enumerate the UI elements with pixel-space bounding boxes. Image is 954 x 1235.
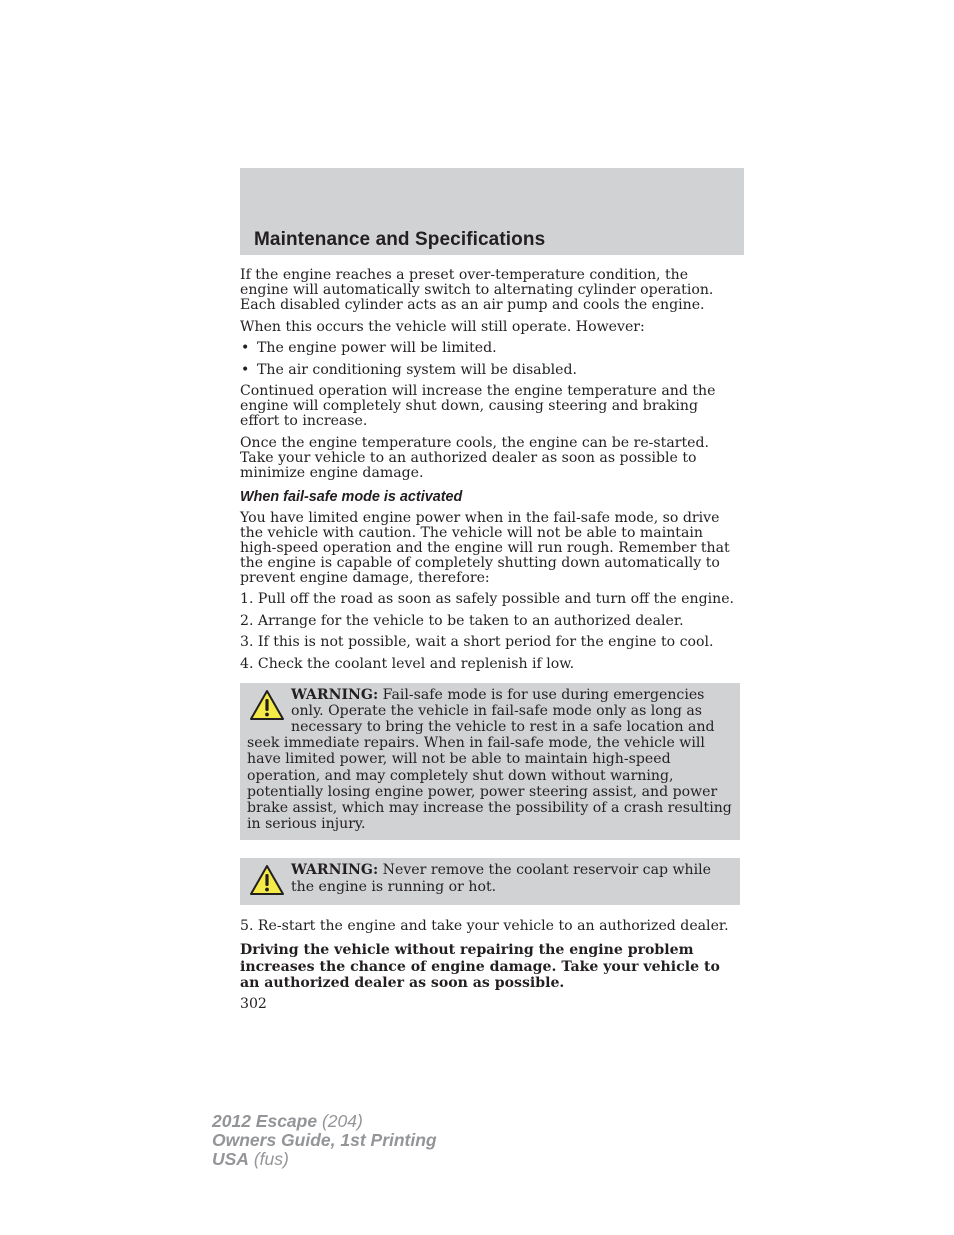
page-body: [240, 268, 740, 1019]
continued-operation-paragraph: Continued operation will increase the engine temperature and the engine will completely shut down, causing steering and braking effort to increase.: [240, 383, 716, 429]
bullet-dot: •: [241, 361, 250, 378]
bullet-text: The engine power will be limited.: [257, 340, 497, 356]
when-occurs-paragraph: When this occurs the vehicle will still operate. However:: [240, 318, 645, 335]
section-header-band: [240, 168, 744, 255]
footer-market: USA: [212, 1149, 249, 1169]
engine-cools-paragraph: Once the engine temperature cools, the engine can be re-started. Take your vehicle to an authorized dealer as soon as possible to minimize engine damage.: [240, 434, 709, 481]
warning-label: WARNING:: [291, 862, 379, 879]
footer-model: 2012 Escape: [212, 1111, 318, 1131]
step-item: 2. Arrange for the vehicle to be taken to an authorized dealer.: [240, 612, 684, 629]
bullet-text: The air conditioning system will be disabled.: [257, 361, 577, 378]
bold-note: Driving the vehicle without repairing the engine problem increases the chance of engine damage. Take your vehicle to an authorized dealer as soon as possible.: [240, 942, 720, 991]
footer-market-code: (fus): [253, 1149, 289, 1169]
warning-text: Never remove the coolant reservoir cap while the engine is running or hot.: [291, 862, 711, 895]
step-item: 5. Re-start the engine and take your vehicle to an authorized dealer.: [240, 918, 729, 935]
step-item: 3. If this is not possible, wait a short period for the engine to cool.: [240, 634, 714, 650]
step-item: 4. Check the coolant level and replenish if low.: [240, 655, 575, 672]
footer-guide: Owners Guide, 1st Printing: [212, 1130, 437, 1150]
page-number: 302: [240, 996, 267, 1013]
warning-triangle-icon: [249, 689, 285, 721]
footer-line-guide: [212, 1131, 437, 1150]
step-item: 1. Pull off the road as soon as safely possible and turn off the engine.: [240, 591, 735, 607]
bullet-item: [240, 341, 740, 356]
subheading: When fail-safe mode is activated: [240, 488, 463, 505]
bullet-item: [240, 363, 740, 378]
footer-model-code: (204): [321, 1111, 363, 1131]
warning-box: [240, 683, 740, 841]
footer-edition-info: [212, 1112, 437, 1169]
failsafe-paragraph: You have limited engine power when in the fail-safe mode, so drive the vehicle with caution. The vehicle will not be able to maintain high-speed operation and the engine will run rough. Remember that the engine is capable of completely shutting down automatically to prevent engine damage, therefore:: [240, 509, 730, 586]
warning-triangle-icon: [249, 864, 285, 896]
footer-line-model: [212, 1112, 437, 1131]
section-title: Maintenance and Specifications: [254, 229, 546, 250]
warning-box: [240, 858, 740, 905]
footer-line-market: [212, 1150, 437, 1169]
warning-label: WARNING:: [291, 686, 379, 703]
bullet-dot: •: [241, 340, 250, 356]
warning-text: Fail-safe mode is for use during emergencies only. Operate the vehicle in fail-safe mode only as long as necessary to bring the vehicle to rest in a safe location and seek immediate repairs. When in fail-safe mode, the vehicle will have limited power, will not be able to maintain high-speed operation, and may completely shut down without warning, potentially losing engine power, power steering assist, and power brake assist, which may increase the possibility of a crash resulting in serious injury.: [247, 686, 732, 833]
intro-paragraph: If the engine reaches a preset over-temperature condition, the engine will automatically switch to alternating cylinder operation. Each disabled cylinder acts as an air pump and cools the engine.: [240, 267, 714, 313]
